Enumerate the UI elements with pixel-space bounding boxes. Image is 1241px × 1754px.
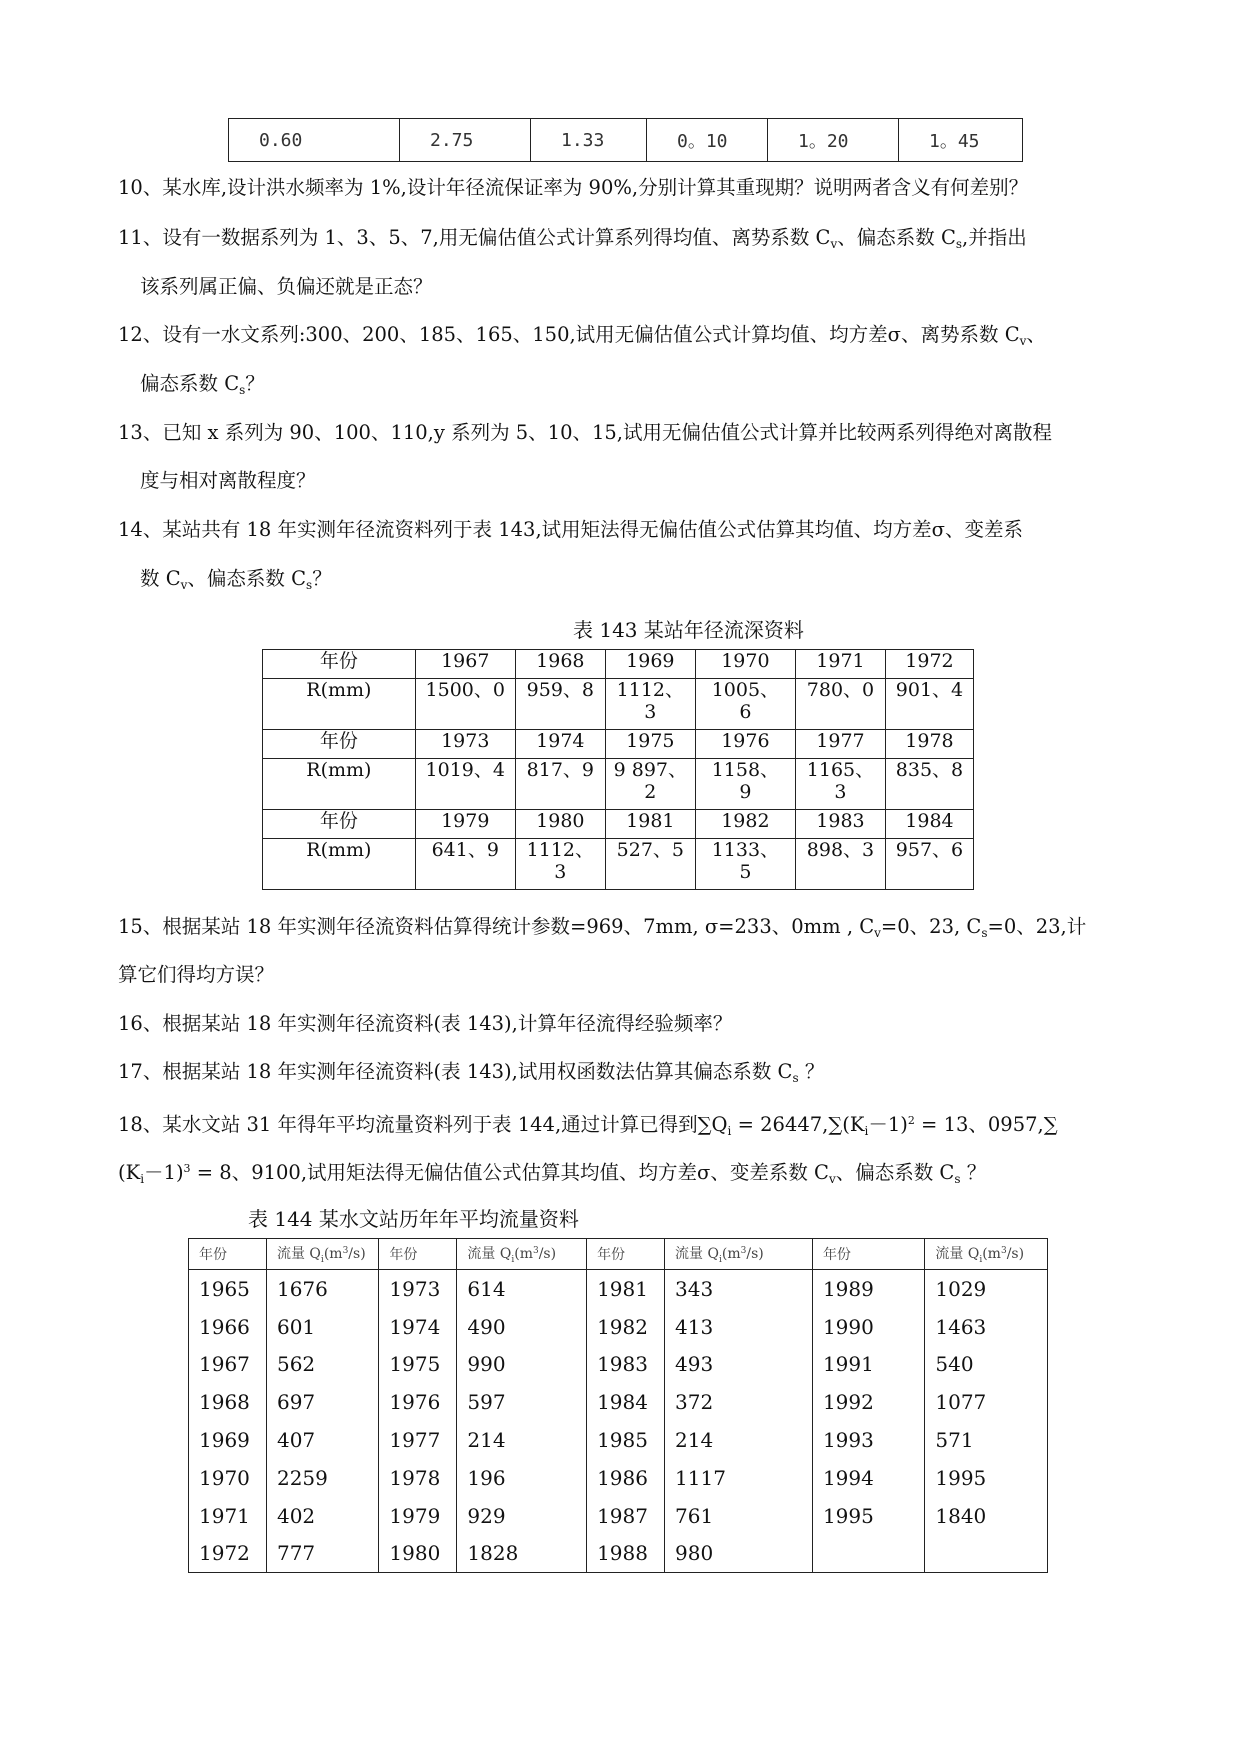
table-row xyxy=(263,759,974,810)
flow-cell: 343 xyxy=(665,1270,813,1308)
year-cell: 1979 xyxy=(415,810,515,839)
table-row xyxy=(189,1346,1048,1384)
year-cell: 1971 xyxy=(795,650,885,679)
value-continuation: 6 xyxy=(739,701,752,723)
year-cell: 1971 xyxy=(189,1497,267,1535)
value-continuation: 2 xyxy=(644,781,657,803)
year-cell: 1975 xyxy=(379,1346,457,1384)
value-line: 1165、 xyxy=(806,759,875,781)
year-cell: 1982 xyxy=(587,1308,665,1346)
value-continuation: 3 xyxy=(644,701,657,723)
year-cell: 1965 xyxy=(189,1270,267,1308)
year-cell: 1984 xyxy=(885,810,973,839)
question-18: 18、某水文站 31 年得年平均流量资料列于表 144,通过计算已得到$\sum Q_i = 26447,\sum(K_i-1)^2 = 13$、0957,∑ xyxy=(118,1113,1058,1138)
year-cell xyxy=(812,1535,924,1573)
table-cell: 1.33 xyxy=(531,119,647,162)
question-13: 13、已知 x 系列为 90、100、110,y 系列为 5、10、15,试用无偏估值公式计算并比较两系列得绝对离散程 xyxy=(118,421,1053,444)
question-15-line2: 算它们得均方误？ xyxy=(118,963,275,986)
year-cell: 1973 xyxy=(415,730,515,759)
row-label-year: 年份 xyxy=(263,810,416,839)
question-14-line2: 数 $C_v$、偏态系数 $C_s$？ xyxy=(140,567,332,592)
question-16: 16、根据某站 18 年实测年径流资料(表 143),计算年径流得经验频率？ xyxy=(118,1012,733,1035)
table-143 xyxy=(262,649,974,890)
row-label-year: 年份 xyxy=(263,650,416,679)
value-cell xyxy=(605,759,695,810)
value-continuation: 3 xyxy=(834,781,847,803)
table-row xyxy=(263,839,974,890)
flow-cell: 1828 xyxy=(457,1535,587,1573)
year-cell: 1970 xyxy=(189,1459,267,1497)
header-flow: 流量 $Q_i(m^3/s)$ xyxy=(266,1239,378,1270)
table-row xyxy=(263,650,974,679)
year-cell: 1984 xyxy=(587,1383,665,1421)
flow-cell: 1840 xyxy=(925,1497,1048,1535)
year-cell: 1967 xyxy=(415,650,515,679)
table-row xyxy=(263,679,974,730)
year-cell: 1973 xyxy=(379,1270,457,1308)
table-row xyxy=(189,1308,1048,1346)
year-cell: 1983 xyxy=(795,810,885,839)
value-line: 1158、 xyxy=(711,759,780,781)
flow-cell: 1029 xyxy=(925,1270,1048,1308)
table-row xyxy=(189,1383,1048,1421)
table-row xyxy=(189,1535,1048,1573)
value-continuation: 5 xyxy=(739,861,752,883)
table-row xyxy=(263,730,974,759)
flow-cell: 601 xyxy=(266,1308,378,1346)
flow-cell: 980 xyxy=(665,1535,813,1573)
value-line: 898、3 xyxy=(806,839,875,861)
header-flow: 流量 $Q_i(m^3/s)$ xyxy=(665,1239,813,1270)
flow-cell: 1077 xyxy=(925,1383,1048,1421)
value-cell xyxy=(605,679,695,730)
value-line: 1112、 xyxy=(526,839,594,861)
header-flow: 流量 $Q_i(m^3/s)$ xyxy=(925,1239,1048,1270)
year-cell: 1968 xyxy=(189,1383,267,1421)
year-cell: 1983 xyxy=(587,1346,665,1384)
year-cell: 1979 xyxy=(379,1497,457,1535)
flow-cell: 214 xyxy=(665,1421,813,1459)
value-cell xyxy=(415,679,515,730)
value-line: 817、9 xyxy=(526,759,594,781)
year-cell: 1967 xyxy=(189,1346,267,1384)
year-cell: 1986 xyxy=(587,1459,665,1497)
value-line: 959、8 xyxy=(526,679,594,701)
flow-cell: 697 xyxy=(266,1383,378,1421)
year-cell: 1995 xyxy=(812,1497,924,1535)
flow-cell: 402 xyxy=(266,1497,378,1535)
value-continuation: 9 xyxy=(739,781,752,803)
header-year: 年份 xyxy=(587,1239,665,1270)
value-line: 835、8 xyxy=(895,759,964,781)
year-cell: 1987 xyxy=(587,1497,665,1535)
question-17: 17、根据某站 18 年实测年径流资料(表 143),试用权函数法估算其偏态系数 $C_s$ ？ xyxy=(118,1060,825,1085)
year-cell: 1978 xyxy=(885,730,973,759)
value-line: 641、9 xyxy=(431,839,499,861)
value-line: 9 897、 xyxy=(613,759,688,781)
value-cell xyxy=(695,759,795,810)
value-line: 1019、4 xyxy=(425,759,505,781)
question-13-line2: 度与相对离散程度？ xyxy=(140,469,316,492)
table-header-row xyxy=(189,1239,1048,1270)
value-continuation: 3 xyxy=(554,861,567,883)
year-cell: 1988 xyxy=(587,1535,665,1573)
flow-cell: 407 xyxy=(266,1421,378,1459)
table-143-caption: 表 143 某站年径流深资料 xyxy=(573,618,804,642)
value-cell xyxy=(415,759,515,810)
value-cell xyxy=(885,679,973,730)
year-cell: 1992 xyxy=(812,1383,924,1421)
table-cell: 1。45 xyxy=(899,119,1023,162)
row-label-year: 年份 xyxy=(263,730,416,759)
year-cell: 1994 xyxy=(812,1459,924,1497)
table-row xyxy=(263,810,974,839)
table-144 xyxy=(188,1238,1048,1573)
year-cell: 1968 xyxy=(515,650,605,679)
header-year: 年份 xyxy=(189,1239,267,1270)
value-cell xyxy=(605,839,695,890)
table-cell: 2.75 xyxy=(400,119,531,162)
top-values-table xyxy=(228,118,1023,162)
question-12-line2: 偏态系数 $C_s$？ xyxy=(140,372,265,397)
value-line: 1112、 xyxy=(616,679,684,701)
flow-cell: 571 xyxy=(925,1421,1048,1459)
value-cell xyxy=(795,759,885,810)
flow-cell: 929 xyxy=(457,1497,587,1535)
year-cell: 1974 xyxy=(515,730,605,759)
question-18-line2: $(K_i-1)^3 = 8$、9100,试用矩法得无偏估值公式估算其均值、均方差σ、变差系数 $C_v$、偏态系数 $C_s$ ？ xyxy=(118,1161,987,1186)
question-12: 12、设有一水文系列:300、200、185、165、150,试用无偏估值公式计算均值、均方差σ、离势系数 $C_v$、 xyxy=(118,323,1046,348)
table-cell: 1。20 xyxy=(768,119,899,162)
table-row xyxy=(189,1497,1048,1535)
flow-cell: 597 xyxy=(457,1383,587,1421)
year-cell: 1985 xyxy=(587,1421,665,1459)
year-cell: 1990 xyxy=(812,1308,924,1346)
year-cell: 1974 xyxy=(379,1308,457,1346)
year-cell: 1980 xyxy=(515,810,605,839)
value-cell xyxy=(515,679,605,730)
year-cell: 1969 xyxy=(189,1421,267,1459)
flow-cell: 490 xyxy=(457,1308,587,1346)
year-cell: 1981 xyxy=(587,1270,665,1308)
year-cell: 1989 xyxy=(812,1270,924,1308)
year-cell: 1970 xyxy=(695,650,795,679)
value-line: 780、0 xyxy=(806,679,875,701)
table-row xyxy=(189,1421,1048,1459)
year-cell: 1982 xyxy=(695,810,795,839)
value-cell xyxy=(885,839,973,890)
flow-cell: 493 xyxy=(665,1346,813,1384)
question-10: 10、某水库,设计洪水频率为 1%,设计年径流保证率为 90%,分别计算其重现期？说明两者含义有何差别？ xyxy=(118,176,1029,199)
year-cell: 1969 xyxy=(605,650,695,679)
year-cell: 1980 xyxy=(379,1535,457,1573)
year-cell: 1976 xyxy=(695,730,795,759)
question-15: 15、根据某站 18 年实测年径流资料估算得统计参数=969、7mm, σ=233、0mm , $C_v=0$、23, $C_s=0$、23,计 xyxy=(118,915,1087,940)
flow-cell: 777 xyxy=(266,1535,378,1573)
flow-cell xyxy=(925,1535,1048,1573)
year-cell: 1977 xyxy=(795,730,885,759)
flow-cell: 413 xyxy=(665,1308,813,1346)
year-cell: 1977 xyxy=(379,1421,457,1459)
year-cell: 1978 xyxy=(379,1459,457,1497)
year-cell: 1966 xyxy=(189,1308,267,1346)
value-cell xyxy=(695,839,795,890)
year-cell: 1976 xyxy=(379,1383,457,1421)
value-cell xyxy=(795,679,885,730)
header-flow: 流量 $Q_i(m^3/s)$ xyxy=(457,1239,587,1270)
flow-cell: 2259 xyxy=(266,1459,378,1497)
flow-cell: 1676 xyxy=(266,1270,378,1308)
year-cell: 1991 xyxy=(812,1346,924,1384)
table-row xyxy=(189,1459,1048,1497)
year-cell: 1981 xyxy=(605,810,695,839)
header-year: 年份 xyxy=(812,1239,924,1270)
question-11: 11、设有一数据系列为 1、3、5、7,用无偏估值公式计算系列得均值、离势系数 $C_v$、偏态系数 $C_s$,并指出 xyxy=(118,226,1027,251)
flow-cell: 761 xyxy=(665,1497,813,1535)
flow-cell: 562 xyxy=(266,1346,378,1384)
value-line: 1500、0 xyxy=(425,679,505,701)
table-row xyxy=(229,119,1023,162)
flow-cell: 1995 xyxy=(925,1459,1048,1497)
table-cell: 0。10 xyxy=(647,119,768,162)
flow-cell: 990 xyxy=(457,1346,587,1384)
value-cell xyxy=(885,759,973,810)
value-line: 527、5 xyxy=(616,839,684,861)
value-line: 957、6 xyxy=(895,839,964,861)
year-cell: 1993 xyxy=(812,1421,924,1459)
value-line: 1133、 xyxy=(711,839,780,861)
flow-cell: 1463 xyxy=(925,1308,1048,1346)
row-label-r: R(mm) xyxy=(263,679,416,730)
year-cell: 1972 xyxy=(885,650,973,679)
flow-cell: 372 xyxy=(665,1383,813,1421)
header-year: 年份 xyxy=(379,1239,457,1270)
row-label-r: R(mm) xyxy=(263,839,416,890)
year-cell: 1975 xyxy=(605,730,695,759)
flow-cell: 540 xyxy=(925,1346,1048,1384)
question-14: 14、某站共有 18 年实测年径流资料列于表 143,试用矩法得无偏估值公式估算其均值、均方差σ、变差系 xyxy=(118,518,1023,541)
question-11-line2: 该系列属正偏、负偏还就是正态？ xyxy=(140,275,433,298)
flow-cell: 1117 xyxy=(665,1459,813,1497)
table-144-caption: 表 144 某水文站历年年平均流量资料 xyxy=(248,1207,579,1231)
table-cell: 0.60 xyxy=(229,119,400,162)
flow-cell: 214 xyxy=(457,1421,587,1459)
value-cell xyxy=(515,839,605,890)
flow-cell: 196 xyxy=(457,1459,587,1497)
flow-cell: 614 xyxy=(457,1270,587,1308)
value-line: 1005、 xyxy=(711,679,780,701)
value-line: 901、4 xyxy=(895,679,964,701)
value-cell xyxy=(795,839,885,890)
value-cell xyxy=(515,759,605,810)
value-cell xyxy=(695,679,795,730)
table-row xyxy=(189,1270,1048,1308)
value-cell xyxy=(415,839,515,890)
row-label-r: R(mm) xyxy=(263,759,416,810)
year-cell: 1972 xyxy=(189,1535,267,1573)
